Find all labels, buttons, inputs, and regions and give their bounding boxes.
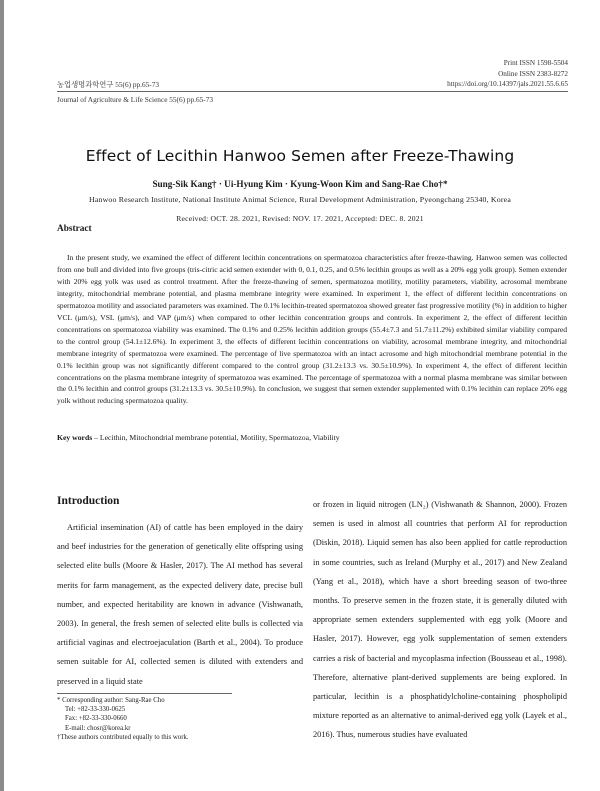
received-dates: Received: OCT. 28. 2021, Revised: NOV. 17. 2021, Accepted: DEC. 8. 2021 [176,214,424,223]
journal-issn-block [447,58,568,90]
header-rule [57,91,568,92]
footnote-email[interactable]: E-mail: chosr@korea.kr [65,724,131,732]
introduction-right-column: or frozen in liquid nitrogen (LN₂) (Vishwanath & Shannon, 2000). Frozen semen is used in almost all countries that perform AI for reproduction (Diskin, 2018). Liquid semen has also been applied for cattle reproduction in some countries, such as Ireland (Murphy et al., 2017) and New Zealand (Yang et al., 2018), which have a short breeding season of two-three months. To preserve semen in the frozen state, it is generally diluted with appropriate semen extenders supplemented with egg yolk (Moore and Hasler, 2017). However, egg yolk supplementation of semen extenders carries a risk of bacterial and mycoplasma infection (Bousseau et al., 1998). Therefore, alternative plant-derived supplements are being explored. In particular, lecithin is a phosphatidylcholine-containing phospholipid mixture reported as an alternative to animal-derived egg yolk (Layek et al., 2016). Thus, numerous studies have evaluated [313,500,567,740]
corresponding-author: * Corresponding author: Sang-Rae Cho [57,697,165,704]
introduction-left-column: Artificial insemination (AI) of cattle has been employed in the dairy and beef industries for the generation of genetically elite offspring using selected elite bulls (Moore & Hasler, 2017). The AI method has several merits for farm management, as the expected delivery date, precise bull number, and expected heritability are known in advance (Vishwanath, 2003). In general, the fresh semen of selected elite bulls is collected via artificial vaginas and electroejaculation (Barth et al., 2004). To produce semen suitable for AI, collected semen is diluted with extenders and preserved in a liquid state [57,523,303,686]
page-edge [0,0,4,791]
footnote [57,696,189,742]
keywords-list: Lecithin, Mitochondrial membrane potential, Motility, Spermatozoa, Viability [99,433,340,442]
online-issn: Online ISSN 2383-8272 [498,69,568,78]
keywords-dash: – [94,433,100,442]
introduction-heading: Introduction [57,495,120,507]
footnote-tel: Tel: +82-33-330-0625 [65,706,126,714]
article-title: Effect of Lecithin Hanwoo Semen after Freeze-Thawing [85,147,515,165]
korean-citation: 농업생명과학연구 55(6) pp.65-73 [57,80,159,89]
affiliation: Hanwoo Research Institute, National Institute Animal Science, Rural Development Administration, Pyeongchang 25340, Korea [89,195,511,204]
keywords-line [57,433,567,442]
print-issn: Print ISSN 1598-5504 [503,59,568,67]
author-list: Sung-Sik Kang† · Ui-Hyung Kim · Kyung-Woon Kim and Sang-Rae Cho†* [152,179,448,189]
equal-contribution-note: †These authors contributed equally to this work. [57,733,189,741]
footnote-rule [57,693,232,694]
abstract-body: In the present study, we examined the effect of different lecithin concentrations on spermatozoa characteristics after freeze-thawing. Hanwoo semen was collected from one bull and divided into five groups (tris-citric acid semen extender with 0, 0.1, 0.25, and 0.5% lecithin groups as well as a 20% egg yolk group). Semen extender with 20% egg yolk was used as control treatment. After the freeze-thawing of semen, spermatozoa motility, motility parameters, viability, acrosomal membrane integrity, mitochondrial membrane potential, and plasma membrane integrity were examined. In experiment 1, the effect of different lecithin concentrations on spermatozoa motility and associated parameters was examined. The 0.1% lecithin-treated spermatozoa showed greater fast progressive motility (%) in addition to higher VCL (μm/s), VSL (μm/s), and VAP (μm/s) when compared to other lecithin concentration groups and controls. In experiment 2, the effect of different lecithin concentrations on spermatozoa viability was examined. The 0.1% and 0.25% lecithin addition groups (55.4±7.3 and 51.7±11.2%) exhibited similar viability compared to the control group (54.1±12.6%). In experiment 3, the effects of different lecithin concentrations on viability, acrosomal membrane integrity, and mitochondrial membrane integrity of spermatozoa were examined. The percentage of live spermatozoa with an intact acrosome and high mitochondrial membrane potential in the 0.1% lecithin group was not significantly different compared to the control group (31.2±13.3 vs. 30.5±10.9%). In experiment 4, the effect of different lecithin concentrations on the plasma membrane integrity of spermatozoa was examined. The percentage of spermatozoa with a normal plasma membrane was similar between the 0.1% lecithin and control groups (31.2±13.3 vs. 30.5±10.9%). In conclusion, we suggest that semen extender supplemented with 0.1% lecithin can replace 20% egg yolk without reducing spermatozoa quality. [57,253,567,406]
footnote-fax: Fax: +82-33-330-0660 [65,715,127,723]
keywords-label: Key words [57,433,93,442]
english-citation: Journal of Agriculture & Life Science 55(6) pp.65-73 [57,95,214,104]
doi-link[interactable]: https://doi.org/10.14397/jals.2021.55.6.65 [447,80,568,88]
abstract-heading: Abstract [57,224,92,234]
